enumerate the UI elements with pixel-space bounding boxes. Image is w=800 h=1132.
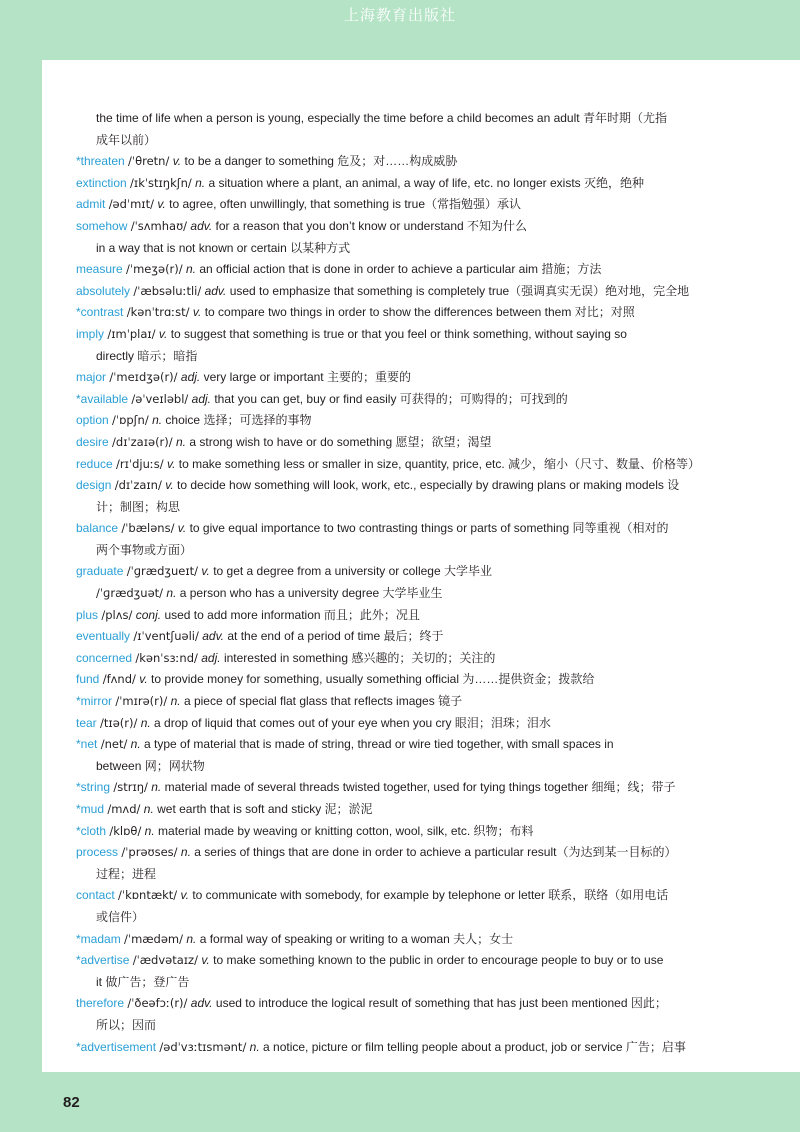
vocab-entry (76, 389, 766, 411)
definition: to make something less or smaller in size, quantity, price, etc. 减少，缩小（尺寸、数量、价格等） (178, 456, 700, 471)
headword: option (76, 413, 109, 428)
vocab-entry (76, 216, 766, 238)
headword: therefore (76, 996, 125, 1011)
part-of-speech: n. (186, 931, 197, 946)
part-of-speech: n. (249, 1039, 260, 1054)
definition: a strong wish to have or do something 愿望；欲望；渴望 (189, 434, 492, 449)
headword: absolutely (76, 283, 131, 298)
publisher-header: 上海教育出版社 (343, 6, 456, 24)
headword: process (76, 845, 119, 860)
vocab-entry (76, 432, 766, 454)
part-of-speech: v. (192, 305, 202, 320)
part-of-speech: n. (195, 175, 206, 190)
part-of-speech: adv. (202, 629, 225, 644)
continuation-line: in a way that is not known or certain 以某种方式 (96, 240, 351, 255)
phonetic: /ˈɡrædʒueɪt/ (126, 564, 199, 579)
headword: design (76, 478, 112, 493)
phonetic: /fʌnd/ (102, 672, 136, 687)
vocab-entry (76, 367, 766, 389)
definition: a situation where a plant, an animal, a way of life, etc. no longer exists 灭绝，绝种 (208, 175, 645, 190)
phonetic: /ɪˈventʃuəli/ (133, 629, 199, 644)
phonetic: /klɒθ/ (109, 823, 142, 838)
headword: contact (76, 888, 115, 903)
headword: graduate (76, 564, 124, 579)
vocab-entry (76, 1037, 766, 1059)
vocab-entry (76, 734, 766, 756)
definition: used to introduce the logical result of something that has just been mentioned 因此； (215, 996, 667, 1011)
part-of-speech: adj. (191, 391, 211, 406)
definition: wet earth that is soft and sticky 泥；淤泥 (157, 802, 373, 816)
part-of-speech: n. (180, 845, 191, 860)
vocab-entry (76, 777, 766, 799)
phonetic: /ˈæbsəluːtli/ (133, 283, 202, 298)
part-of-speech: v. (139, 672, 148, 687)
part-of-speech: n. (152, 413, 163, 428)
vocab-entry (76, 151, 766, 173)
headword: *cloth (76, 823, 107, 838)
vocab-entry (76, 194, 766, 216)
part-of-speech: adj. (201, 650, 221, 665)
headword: plus (76, 607, 99, 622)
definition: for a reason that you don’t know or understand 不知为什么 (215, 218, 528, 233)
definition: a person who has a university degree 大学毕业生 (179, 586, 443, 601)
definition: a series of things that are done in order to achieve a particular result（为达到某一目标的） (194, 845, 677, 860)
phonetic: /ˈθretn/ (128, 154, 170, 169)
part-of-speech: v. (201, 564, 210, 579)
phonetic: /dɪˈzaɪə(r)/ (112, 434, 173, 449)
headword: imply (76, 326, 105, 341)
vocab-entry (76, 281, 766, 303)
continuation-line: 所以；因而 (96, 1017, 157, 1032)
definition: a drop of liquid that comes out of your eye when you cry 眼泪；泪珠；泪水 (154, 715, 551, 730)
vocab-entry (76, 929, 766, 951)
definition: to give equal importance to two contrasting things or parts of something 同等重视（相对的 (189, 521, 669, 536)
phonetic: /ˈmeɪdʒə(r)/ (109, 370, 178, 385)
continuation-line: 或信件） (96, 909, 145, 924)
vocab-entry (76, 518, 766, 540)
definition: interested in something 感兴趣的；关切的；关注的 (223, 650, 496, 665)
phonetic: /ədˈvɜːtɪsmənt/ (159, 1039, 247, 1054)
definition: material made of several threads twisted together, used for tying things together 细绳；线；带子 (164, 780, 676, 795)
phonetic: /əˈveɪləbl/ (131, 391, 189, 406)
definition: an official action that is done in order to achieve a particular aim 措施；方法 (199, 262, 602, 277)
vocab-entry (76, 885, 766, 907)
phonetic: /ˈædvətaɪz/ (132, 953, 198, 968)
headword: *string (76, 780, 111, 795)
part-of-speech: n. (151, 780, 162, 795)
phonetic: /ˈmɪrə(r)/ (115, 694, 168, 709)
headword: *available (76, 391, 129, 406)
part-of-speech: n. (140, 715, 151, 730)
vocab-entry (76, 561, 766, 583)
part-of-speech: conj. (135, 607, 162, 622)
definition: material made by weaving or knitting cotton, wool, silk, etc. 织物；布料 (158, 823, 534, 838)
page-number: 82 (63, 1094, 80, 1111)
definition: a notice, picture or film telling people about a product, job or service 广告；启事 (263, 1039, 686, 1054)
part-of-speech: v. (157, 197, 166, 212)
phonetic: /ˈbæləns/ (121, 521, 175, 536)
phonetic: /ˈmædəm/ (124, 931, 184, 946)
phonetic: /rɪˈdjuːs/ (116, 456, 164, 471)
definition: to be a danger to something 危及；对……构成威胁 (184, 154, 458, 169)
vocab-entry (76, 799, 766, 821)
headword: measure (76, 262, 123, 277)
phonetic: /tɪə(r)/ (100, 715, 138, 730)
headword: tear (76, 715, 97, 730)
headword: extinction (76, 175, 127, 190)
vocab-entry (76, 626, 766, 648)
headword: *mud (76, 802, 105, 816)
phonetic: /ˈsʌmhaʊ/ (130, 218, 188, 233)
phonetic: /plʌs/ (101, 607, 133, 622)
phonetic: /ˈðeəfɔː(r)/ (127, 996, 188, 1011)
definition: at the end of a period of time 最后；终于 (227, 629, 444, 644)
continuation-line: it 做广告；登广告 (96, 974, 190, 989)
headword: *threaten (76, 154, 125, 169)
part-of-speech: v. (201, 953, 210, 968)
vocab-entry (76, 259, 766, 281)
definition: used to emphasize that something is completely true（强调真实无误）绝对地，完全地 (229, 283, 690, 298)
headword: balance (76, 521, 119, 536)
headword: *advertisement (76, 1039, 157, 1054)
headword: eventually (76, 629, 131, 644)
definition: to agree, often unwillingly, that something is true（常指勉强）承认 (169, 197, 522, 212)
definition: a piece of special flat glass that reflects images 镜子 (183, 694, 463, 709)
definition: a type of material that is made of string, thread or wire tied together, with small spaces in (144, 737, 614, 752)
continuation-line: between 网；网状物 (96, 758, 205, 773)
definition: used to add more information 而且；此外；况且 (164, 607, 420, 622)
definition: to make something known to the public in order to encourage people to buy or to use (213, 953, 664, 968)
headword: *net (76, 737, 98, 752)
phonetic: /ˈɡrædʒuət/ (96, 586, 164, 601)
part-of-speech: adj. (180, 370, 201, 385)
vocab-entry (76, 648, 766, 670)
part-of-speech: n. (130, 737, 141, 752)
definition: very large or important 主要的；重要的 (203, 370, 411, 385)
vocab-entry (76, 842, 766, 864)
headword: reduce (76, 456, 113, 471)
definition: to suggest that something is true or that you feel or think something, without saying so (170, 326, 627, 341)
definition: to decide how something will look, work, etc., especially by drawing plans or making models 设 (177, 478, 680, 493)
headword: *advertise (76, 953, 130, 968)
vocab-entry (76, 475, 766, 497)
headword: admit (76, 197, 106, 212)
phonetic: /dɪˈzaɪn/ (114, 478, 162, 493)
part-of-speech: v. (177, 521, 187, 536)
continuation-line: directly 暗示；暗指 (96, 348, 198, 363)
continuation-line: 成年以前） (96, 132, 157, 147)
definition: to provide money for something, usually something official 为……提供资金；拨款给 (151, 672, 595, 687)
vocab-entry (76, 691, 766, 713)
headword: concerned (76, 650, 133, 665)
page (42, 60, 800, 1072)
vocab-entry (76, 173, 766, 195)
definition: a formal way of speaking or writing to a woman 夫人；女士 (199, 931, 514, 946)
phonetic: /net/ (100, 737, 128, 752)
continuation-line: 过程；进程 (96, 866, 157, 881)
phonetic: /ədˈmɪt/ (108, 197, 154, 212)
part-of-speech: v. (180, 888, 189, 903)
vocab-entry (76, 950, 766, 972)
vocab-entry (76, 454, 766, 476)
continuation-line: the time of life when a person is young, especially the time before a child becomes an adult 青年时期（尤指 (96, 111, 667, 125)
part-of-speech: n. (185, 262, 196, 277)
part-of-speech: adv. (190, 218, 213, 233)
part-of-speech: v. (165, 478, 174, 493)
phonetic: /mʌd/ (107, 802, 141, 816)
vocab-entry-alt-sense (76, 583, 766, 605)
headword: *contrast (76, 305, 124, 320)
definition: that you can get, buy or find easily 可获得的；可购得的；可找到的 (214, 391, 568, 406)
vocab-entry (76, 324, 766, 346)
phonetic: /ˈmeʒə(r)/ (126, 262, 183, 277)
part-of-speech: adv. (204, 283, 227, 298)
definition: to compare two things in order to show the differences between them 对比；对照 (204, 305, 635, 320)
definition: to communicate with somebody, for example by telephone or letter 联系，联络（如用电话 (192, 888, 669, 903)
part-of-speech: n. (144, 823, 155, 838)
vocab-entry (76, 410, 766, 432)
part-of-speech: n. (166, 586, 177, 601)
definition: choice 选择；可选择的事物 (165, 413, 312, 428)
part-of-speech: v. (166, 456, 176, 471)
continuation-line: 两个事物或方面） (96, 542, 193, 557)
vocab-entry (76, 821, 766, 843)
part-of-speech: n. (176, 434, 187, 449)
phonetic: /ˈprəʊses/ (121, 845, 178, 860)
phonetic: /ɪmˈplaɪ/ (107, 326, 156, 341)
phonetic: /ɪkˈstɪŋkʃn/ (130, 175, 192, 190)
phonetic: /kənˈtrɑːst/ (126, 305, 190, 320)
headword: *mirror (76, 694, 112, 709)
phonetic: /strɪŋ/ (113, 780, 148, 795)
vocab-entry (76, 713, 766, 735)
part-of-speech: n. (170, 694, 181, 709)
vocab-entry (76, 669, 766, 691)
definition: to get a degree from a university or college 大学毕业 (213, 564, 492, 579)
continuation-line: 计；制图；构思 (96, 499, 181, 514)
headword: major (76, 370, 107, 385)
vocabulary-list (76, 108, 766, 1058)
headword: somehow (76, 218, 128, 233)
phonetic: /kənˈsɜːnd/ (135, 650, 198, 665)
vocab-entry (76, 605, 766, 627)
headword: desire (76, 434, 109, 449)
part-of-speech: n. (143, 802, 154, 816)
headword: fund (76, 672, 100, 687)
phonetic: /ˈɒpʃn/ (112, 413, 149, 428)
headword: *madam (76, 931, 121, 946)
phonetic: /ˈkɒntækt/ (118, 888, 178, 903)
vocab-entry (76, 302, 766, 324)
part-of-speech: adv. (190, 996, 213, 1011)
part-of-speech: v. (158, 326, 168, 341)
vocab-entry (76, 993, 766, 1015)
part-of-speech: v. (172, 154, 182, 169)
